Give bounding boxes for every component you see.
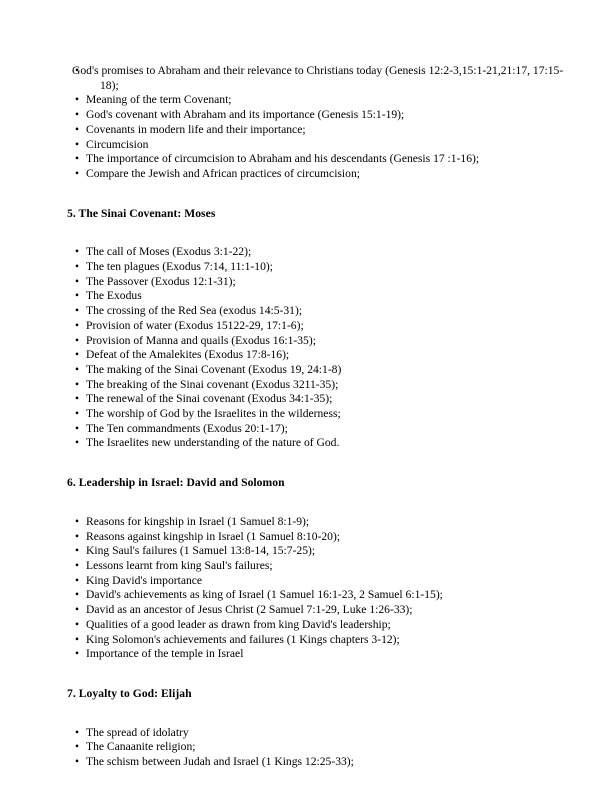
list-item: • The Canaanite religion; — [67, 740, 572, 755]
list-item: • David as an ancestor of Jesus Christ (2 Samuel 7:1-29, Luke 1:26-33); — [67, 603, 572, 618]
list-item: • Compare the Jewish and African practices of circumcision; — [67, 167, 572, 182]
list-item: • The call of Moses (Exodus 3:1-22); — [67, 245, 572, 260]
spacer — [67, 221, 572, 245]
spacer — [67, 182, 572, 207]
list-item: • God's covenant with Abraham and its importance (Genesis 15:1-19); — [67, 108, 572, 123]
list-item: • God's promises to Abraham and their relevance to Christians today (Genesis 12:2-3,15:1-21,21:17, 17:15-18); — [67, 64, 572, 93]
list-item: • The spread of idolatry — [67, 726, 572, 741]
list-item: • The schism between Judah and Israel (1 Kings 12:25-33); — [67, 755, 572, 770]
list-item: • The worship of God by the Israelites in the wilderness; — [67, 407, 572, 422]
list-item: • The Israelites new understanding of the nature of God. — [67, 436, 572, 451]
list-item: • The Exodus — [67, 289, 572, 304]
bullet-list-section-5 — [67, 245, 572, 451]
list-item: • Qualities of a good leader as drawn from king David's leadership; — [67, 618, 572, 633]
spacer — [67, 702, 572, 726]
spacer — [67, 662, 572, 687]
list-item: • Provision of water (Exodus 15122-29, 17:1-6); — [67, 319, 572, 334]
list-item: • Defeat of the Amalekites (Exodus 17:8-16); — [67, 348, 572, 363]
list-item: • The Passover (Exodus 12:1-31); — [67, 275, 572, 290]
spacer — [67, 491, 572, 515]
list-item: • Reasons for kingship in Israel (1 Samuel 8:1-9); — [67, 515, 572, 530]
section-heading-5: 5. The Sinai Covenant: Moses — [67, 206, 216, 220]
bullet-list-section-6 — [67, 515, 572, 662]
list-item: • The importance of circumcision to Abraham and his descendants (Genesis 17 :1-16); — [67, 152, 572, 167]
section-heading-6: 6. Leadership in Israel: David and Solomon — [67, 476, 285, 490]
spacer — [67, 451, 572, 476]
list-item: • Meaning of the term Covenant; — [67, 93, 572, 108]
document-body — [67, 64, 572, 770]
list-item: • King David's importance — [67, 574, 572, 589]
bullet-list-section-7 — [67, 726, 572, 770]
section-heading-7: 7. Loyalty to God: Elijah — [67, 686, 192, 700]
list-item: • Covenants in modern life and their importance; — [67, 123, 572, 138]
list-item: • The ten plagues (Exodus 7:14, 11:1-10); — [67, 260, 572, 275]
list-item: • Reasons against kingship in Israel (1 Samuel 8:10-20); — [67, 530, 572, 545]
list-item: • Circumcision — [67, 138, 572, 153]
list-item: • The making of the Sinai Covenant (Exodus 19, 24:1-8) — [67, 363, 572, 378]
list-item: • Importance of the temple in Israel — [67, 647, 572, 662]
list-item: • The crossing of the Red Sea (exodus 14:5-31); — [67, 304, 572, 319]
bullet-list-section-4-continued — [67, 64, 572, 182]
list-item: • Lessons learnt from king Saul's failures; — [67, 559, 572, 574]
list-item: • The breaking of the Sinai covenant (Exodus 3211-35); — [67, 378, 572, 393]
list-item: • King Saul's failures (1 Samuel 13:8-14, 15:7-25); — [67, 544, 572, 559]
list-item: • The renewal of the Sinai covenant (Exodus 34:1-35); — [67, 392, 572, 407]
list-item: • Provision of Manna and quails (Exodus 16:1-35); — [67, 334, 572, 349]
list-item: • The Ten commandments (Exodus 20:1-17); — [67, 422, 572, 437]
list-item: • King Solomon's achievements and failures (1 Kings chapters 3-12); — [67, 633, 572, 648]
list-item: • David's achievements as king of Israel (1 Samuel 16:1-23, 2 Samuel 6:1-15); — [67, 588, 572, 603]
